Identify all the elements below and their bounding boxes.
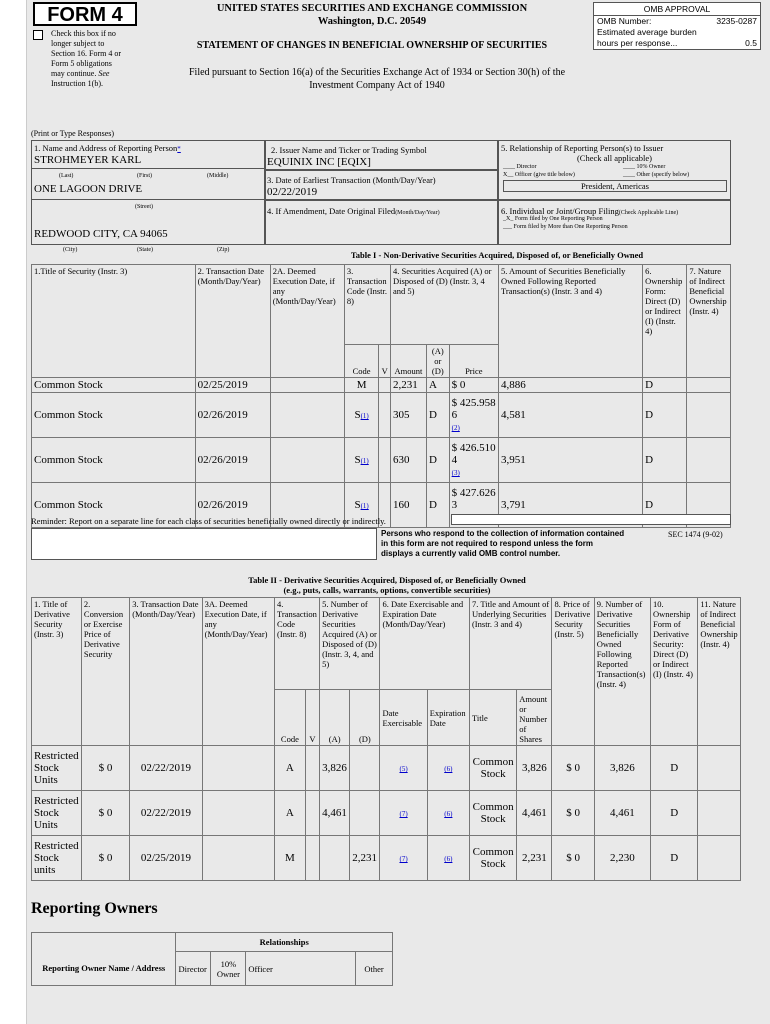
footnote-link[interactable]: (3) xyxy=(451,469,460,477)
officer-title: President, Americas xyxy=(503,180,727,192)
checkbox-note: Check this box if no longer subject to Section 16. Form 4 or Form 5 obligations may continue. See Instruction 1(b). xyxy=(51,29,121,88)
agency-header xyxy=(157,2,587,28)
box1-label: 1. Name and Address of Reporting Person* xyxy=(34,143,181,153)
footnote-link[interactable]: (7) xyxy=(399,810,408,818)
t2-sub-a: (A) xyxy=(320,690,350,746)
table-row: Common Stock 02/26/2019 S(1) 160 D $ 427.6263 3,791 D xyxy=(32,483,731,528)
omb-burden-label: Estimated average burden xyxy=(597,27,697,37)
box4-label: 4. If Amendment, Date Original Filed(Month/Day/Year) xyxy=(267,206,440,216)
form-title-box xyxy=(33,2,137,26)
box6-label: 6. Individual or Joint/Group Filing(Check Applicable Line) xyxy=(501,206,679,216)
omb-title: OMB APPROVAL xyxy=(594,3,760,16)
t1-h-code: 3. Transaction Code (Instr. 8) xyxy=(344,265,390,345)
earliest-transaction-date: 02/22/2019 xyxy=(267,186,318,198)
t2-h10: 10. Ownership Form of Derivative Security: Direct (D) or Indirect (I) (Instr. 4) xyxy=(651,598,698,746)
filing-one-option[interactable]: _X_ Form filed by One Reporting Person xyxy=(503,216,603,222)
t2-sub-amount: Amount or Number of Shares xyxy=(517,690,552,746)
issuer-name: EQUINIX INC [EQIX] xyxy=(267,156,371,168)
t1-h-deemed: 2A. Deemed Execution Date, if any (Month/Day/Year) xyxy=(270,265,344,378)
t1-h-acquired: 4. Securities Acquired (A) or Disposed of (D) (Instr. 3, 4 and 5) xyxy=(390,265,498,345)
table-row: Common Stock 02/26/2019 S(1) 630 D $ 426.5104 (3) 3,951 D xyxy=(32,438,731,483)
t2-h6: 6. Date Exercisable and Expiration Date (Month/Day/Year) xyxy=(380,598,470,690)
reminder-blank-box xyxy=(451,514,731,525)
form4-page: FORM 4 Check this box if no longer subject to Section 16. Form 4 or Form 5 obligations may continue. See Instruction 1(b). UNITED STATES SECURITIES AND EXCHANGE COMMISSION Washington, D.C. 20549 STATEMENT OF CHANGES IN BENEFICIAL OWNERSHIP OF SECURITIES Filed pursuant to Section 16(a) of the Securities Exchange Act of 1934 or Section 30(h) of the Investment Company Act of 1940 OMB APPROVAL OMB Number: 3235-0287 Estimated average burden hours per response... 0.5 (Print or Type Responses) 1. Name and Address of Reporting Person* STROHMEYER KARL (Last) (First) (Middle) ONE LAGOON DRIVE (Street) REDWOOD CITY, CA 94065 (City) (State) (Zip) 2. Issuer Name and Ticker or Trading Symbol EQUINIX INC [EQIX] 3. Date of Earliest Transaction (Month/Day/Year) 02/22/2019 4. If Amendment, Date Original Filed(Month/Day/Year) 5. Relationship of Reporting Person(s) to Issuer (Check all applicable) ____ Director ____ 10% Owner X__ Officer (give title below) ____ Other (specify below) President, Americas 6. Individual or Joint/Group Filing(Check Applicable Line) _X_ Form filed by One Reporting Person ___ Form filed by More than One Reporting Person Table I - Non-Derivative Securities Acquired, Disposed of, or Beneficially Owned 1.Title of Security (Instr. 3) 2. Transaction Date (Month/Day/Year) 2A. Deemed Execution Date, if any (Month/Day/Year) 3. Transaction Code (Instr. 8) 4. Securities Acquired (A) or Disposed of (D) (Instr. 3, 4 and 5) 5. Amount of Securities Beneficially Owned Following Reported Transaction(s) (Instr. 3 and 4) 6. Ownership Form: Direct (D) or Indirect (I) (Instr. 4) 7. Nature of Indirect Beneficial Ownership (Instr. 4) Code V Amount (A) or (D) Price Common Stock 02/25/2019 M 2,231 A $ 0 4,886 D Common Stock 02/26/2019 S(1) 305 D $ 425.9586 (2) 4,581 D Common Stock 02/26/2019 S(1) 630 D $ 426.5104 (3) 3,951 D Common Stock 02/26/2019 S(1) 160 D $ 427.6263 3,791 D Reminder: Report on a separate line for each class of securities beneficially owned directly or indirectly. Persons who respond to the collection of information contained in this form are not required to respond unless the form displays a currently valid OMB control number. SEC 1474 (9-02) Table II - Derivative Securities Acquired, Disposed of, or Beneficially Owned (e.g., puts, calls, warrants, options, convertible securities) 1. Title of Derivative Security (Instr. 3) 2. Conversion or Exercise Price of Derivative Security 3. Transaction Date (Month/Day/Year) 3A. Deemed Execution Date, if any (Month/Day/Year) 4. Transaction Code (Instr. 8) 5. Number of Derivative Securities Acquired (A) or Disposed of (D) (Instr. 3, 4, and 5) 6. Date Exercisable and Expiration Date (Month/Day/Year) 7. Title and Amount of Underlying Securities (Instr. 3 and 4) 8. Price of Derivative Security (Instr. 5) 9. Number of Derivative Securities Beneficially Owned Following Reported Transaction(s) (Instr. 4) 10. Ownership Form of Derivative Security: Direct (D) or Indirect (I) (Instr. 4) 11. Nature of Indirect Beneficial Ownership (Instr. 4) Code V (A) (D) Date Exercisable Expiration Date Title Amount or Number of Shares Restricted Stock Units $ 0 02/22/2019 A 3,826 (5) (6) Common Stock 3,826 $ 0 3,826 D Restricted Stock Units $ 0 02/22/2019 A 4,461 (7) (6) Common Stock 4,461 $ 0 4,461 D Restricted Stock units $ 0 02/25/2019 M 2,231 (7) (6) Common Stock 2,231 $ 0 2,230 D Reporting Owners Relationships Reporting Owner Name / Address Director 10% Owner Officer Other xyxy=(26,0,770,1024)
t2-h3a: 3A. Deemed Execution Date, if any (Month/Day/Year) xyxy=(202,598,274,746)
t2-h11: 11. Nature of Indirect Beneficial Ownership (Instr. 4) xyxy=(698,598,741,746)
t2-h7: 7. Title and Amount of Underlying Securities (Instr. 3 and 4) xyxy=(469,598,551,690)
box1-footnote-link[interactable]: * xyxy=(177,145,181,153)
agency-location: Washington, D.C. 20549 xyxy=(317,16,427,27)
other-option[interactable]: ____ Other (specify below) xyxy=(623,172,690,178)
officer-option[interactable]: X__ Officer (give title below) xyxy=(503,172,575,178)
t1-sub-ad: (A) or (D) xyxy=(426,345,449,378)
t2-sub-d: (D) xyxy=(350,690,380,746)
reporting-owners-heading: Reporting Owners xyxy=(31,900,158,917)
footnote-link[interactable]: (2) xyxy=(451,424,460,432)
owner-name-col: Reporting Owner Name / Address xyxy=(32,952,176,986)
t1-sub-v: V xyxy=(379,345,391,378)
t1-sub-price: Price xyxy=(449,345,498,378)
director-option[interactable]: ____ Director xyxy=(503,164,537,170)
reporting-person-name: STROHMEYER KARL xyxy=(34,154,142,166)
footnote-link[interactable]: (1) xyxy=(360,502,369,510)
owner-director-col: Director xyxy=(176,952,211,986)
owner-other-col: Other xyxy=(356,952,393,986)
sec-form-number: SEC 1474 (9-02) xyxy=(668,530,723,539)
t1-h-form: 6. Ownership Form: Direct (D) or Indirect (I) (Instr. 4) xyxy=(643,265,687,378)
table-row: Restricted Stock Units $ 0 02/22/2019 A 4,461 (7) (6) Common Stock 4,461 $ 0 4,461 D xyxy=(32,791,741,836)
t2-sub-exercisable: Date Exercisable xyxy=(380,690,427,746)
statement-title: STATEMENT OF CHANGES IN BENEFICIAL OWNERSHIP OF SECURITIES xyxy=(196,40,548,51)
footnote-link[interactable]: (7) xyxy=(399,855,408,863)
table1 xyxy=(31,264,731,528)
t2-h4: 4. Transaction Code (Instr. 8) xyxy=(275,598,320,690)
t2-h3: 3. Transaction Date (Month/Day/Year) xyxy=(130,598,202,746)
box5-label: 5. Relationship of Reporting Person(s) to Issuer xyxy=(501,143,664,153)
form-title: FORM 4 xyxy=(47,4,123,26)
omb-number: 3235-0287 xyxy=(716,16,757,26)
t2-h9: 9. Number of Derivative Securities Beneficially Owned Following Reported Transaction(s) (Instr. 4) xyxy=(594,598,650,746)
table2-title: Table II - Derivative Securities Acquired, Disposed of, or Beneficially Owned (e.g., puts, calls, warrants, options, convertible securities) xyxy=(248,575,526,595)
agency-name: UNITED STATES SECURITIES AND EXCHANGE COMMISSION xyxy=(216,3,528,14)
reporting-person-address: ONE LAGOON DRIVE xyxy=(34,183,143,195)
owner-officer-col: Officer xyxy=(246,952,356,986)
table-row: Restricted Stock units $ 0 02/25/2019 M 2,231 (7) (6) Common Stock 2,231 $ 0 2,230 D xyxy=(32,836,741,881)
omb-number-label: OMB Number: xyxy=(597,16,652,26)
filing-more-option[interactable]: ___ Form filed by More than One Reporting Person xyxy=(503,224,628,230)
omb-burden: 0.5 xyxy=(745,38,757,48)
t2-h5: 5. Number of Derivative Securities Acquired (A) or Disposed of (D) (Instr. 3, 4, and 5) xyxy=(320,598,380,690)
t2-sub-title: Title xyxy=(469,690,516,746)
filed-pursuant: Filed pursuant to Section 16(a) of the Securities Exchange Act of 1934 or Section 30(h) of the Investment Company Act of 1940 xyxy=(188,67,566,91)
owner10-option[interactable]: ____ 10% Owner xyxy=(623,164,666,170)
footnote-link[interactable]: (5) xyxy=(399,765,408,773)
t1-sub-code: Code xyxy=(344,345,378,378)
t2-sub-expiration: Expiration Date xyxy=(427,690,469,746)
table1-title: Table I - Non-Derivative Securities Acquired, Disposed of, or Beneficially Owned xyxy=(350,250,644,260)
footnote-link[interactable]: (6) xyxy=(444,765,453,773)
footnote-link[interactable]: (1) xyxy=(360,457,369,465)
footnote-link[interactable]: (6) xyxy=(444,810,453,818)
t2-sub-code: Code xyxy=(275,690,306,746)
t1-h-date: 2. Transaction Date (Month/Day/Year) xyxy=(195,265,270,378)
t1-h-owned: 5. Amount of Securities Beneficially Owned Following Reported Transaction(s) (Instr. 3 and 4) xyxy=(499,265,643,378)
t1-h-title: 1.Title of Security (Instr. 3) xyxy=(32,265,196,378)
box2-label: 2. Issuer Name and Ticker or Trading Symbol xyxy=(271,145,427,155)
reporting-owners-table xyxy=(31,932,393,986)
t1-sub-amount: Amount xyxy=(390,345,426,378)
reminder-left-box xyxy=(31,528,377,560)
t2-h8: 8. Price of Derivative Security (Instr. 5) xyxy=(552,598,594,746)
footnote-link[interactable]: (6) xyxy=(444,855,453,863)
relationships-header: Relationships xyxy=(176,933,393,952)
section16-checkbox[interactable] xyxy=(33,30,43,40)
footnote-link[interactable]: (1) xyxy=(360,412,369,420)
t1-h-nature: 7. Nature of Indirect Beneficial Ownership (Instr. 4) xyxy=(687,265,731,378)
table-row: Common Stock 02/25/2019 M 2,231 A $ 0 4,886 D xyxy=(32,378,731,393)
print-note: (Print or Type Responses) xyxy=(31,129,115,138)
box3-label: 3. Date of Earliest Transaction (Month/Day/Year) xyxy=(267,175,436,185)
t2-h2: 2. Conversion or Exercise Price of Derivative Security xyxy=(81,598,129,746)
reminder-text: Reminder: Report on a separate line for each class of securities beneficially owned directly or indirectly. xyxy=(31,516,386,526)
t2-h1: 1. Title of Derivative Security (Instr. 3) xyxy=(32,598,82,746)
table2 xyxy=(31,597,741,881)
owner-10pct-col: 10% Owner xyxy=(211,952,246,986)
table-row: Common Stock 02/26/2019 S(1) 305 D $ 425.9586 (2) 4,581 D xyxy=(32,393,731,438)
table-row: Restricted Stock Units $ 0 02/22/2019 A 3,826 (5) (6) Common Stock 3,826 $ 0 3,826 D xyxy=(32,746,741,791)
omb-approval-box: OMB APPROVAL OMB Number: 3235-0287 Estimated average burden hours per response... 0.5 xyxy=(593,2,761,50)
t2-sub-v: V xyxy=(305,690,319,746)
omb-notice: Persons who respond to the collection of information contained in this form are not required to respond unless the form displays a currently valid OMB control number. xyxy=(381,529,625,558)
reporting-person-city: REDWOOD CITY, CA 94065 xyxy=(34,228,168,240)
